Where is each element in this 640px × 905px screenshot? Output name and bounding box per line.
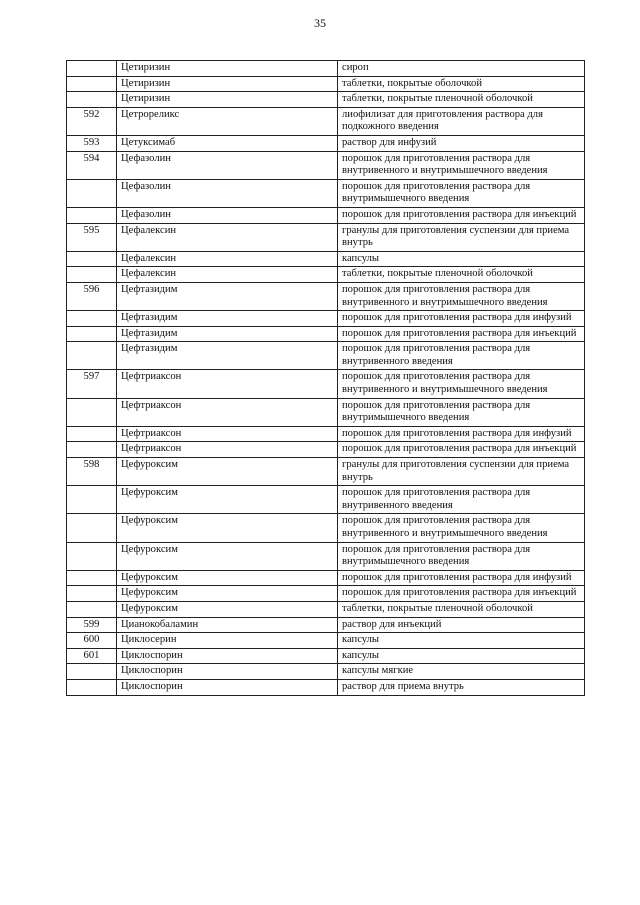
table-row (67, 282, 585, 310)
drug-name-cell: Цетиризин (117, 76, 338, 92)
dosage-form-cell: капсулы (338, 633, 585, 649)
drug-name-cell: Цефтазидим (117, 282, 338, 310)
row-number-cell (67, 679, 117, 695)
drug-name-cell: Цефазолин (117, 207, 338, 223)
table-row (67, 151, 585, 179)
table-row (67, 648, 585, 664)
drug-name-cell: Цефуроксим (117, 542, 338, 570)
dosage-form-cell: порошок для приготовления раствора для внутримышечного введения (338, 179, 585, 207)
drug-name-cell: Цефуроксим (117, 514, 338, 542)
table-row (67, 458, 585, 486)
row-number-cell (67, 267, 117, 283)
dosage-form-cell: порошок для приготовления раствора для инъекций (338, 207, 585, 223)
page-number: 35 (314, 16, 326, 30)
dosage-form-cell: раствор для инъекций (338, 617, 585, 633)
drug-name-cell: Цефуроксим (117, 586, 338, 602)
drug-table-body (67, 61, 585, 696)
table-row (67, 311, 585, 327)
table-row (67, 664, 585, 680)
table-row (67, 542, 585, 570)
dosage-form-cell: порошок для приготовления раствора для внутримышечного введения (338, 542, 585, 570)
table-row (67, 486, 585, 514)
dosage-form-cell: капсулы (338, 251, 585, 267)
dosage-form-cell: таблетки, покрытые пленочной оболочкой (338, 267, 585, 283)
drug-name-cell: Цианокобаламин (117, 617, 338, 633)
drug-name-cell: Цефуроксим (117, 458, 338, 486)
drug-name-cell: Циклосерин (117, 633, 338, 649)
dosage-form-cell: порошок для приготовления раствора для инфузий (338, 311, 585, 327)
drug-table (66, 60, 585, 696)
dosage-form-cell: раствор для приема внутрь (338, 679, 585, 695)
drug-name-cell: Цефалексин (117, 223, 338, 251)
row-number-cell (67, 514, 117, 542)
row-number-cell (67, 601, 117, 617)
dosage-form-cell: порошок для приготовления раствора для внутривенного введения (338, 486, 585, 514)
row-number-cell: 596 (67, 282, 117, 310)
drug-name-cell: Цефтриаксон (117, 426, 338, 442)
drug-name-cell: Цефуроксим (117, 570, 338, 586)
drug-name-cell: Цефуроксим (117, 486, 338, 514)
table-row (67, 76, 585, 92)
row-number-cell (67, 342, 117, 370)
row-number-cell: 592 (67, 107, 117, 135)
dosage-form-cell: капсулы (338, 648, 585, 664)
table-row (67, 223, 585, 251)
dosage-form-cell: порошок для приготовления раствора для внутривенного и внутримышечного введения (338, 151, 585, 179)
row-number-cell (67, 426, 117, 442)
table-row (67, 370, 585, 398)
dosage-form-cell: порошок для приготовления раствора для инъекций (338, 586, 585, 602)
row-number-cell (67, 207, 117, 223)
table-row (67, 61, 585, 77)
table-row (67, 586, 585, 602)
drug-name-cell: Цефазолин (117, 179, 338, 207)
dosage-form-cell: порошок для приготовления раствора для инфузий (338, 570, 585, 586)
row-number-cell (67, 486, 117, 514)
drug-name-cell: Цетиризин (117, 61, 338, 77)
table-row (67, 267, 585, 283)
table-row (67, 633, 585, 649)
dosage-form-cell: таблетки, покрытые пленочной оболочкой (338, 92, 585, 108)
row-number-cell (67, 442, 117, 458)
row-number-cell (67, 311, 117, 327)
table-row (67, 207, 585, 223)
table-row (67, 426, 585, 442)
drug-name-cell: Цефазолин (117, 151, 338, 179)
drug-name-cell: Циклоспорин (117, 664, 338, 680)
dosage-form-cell: капсулы мягкие (338, 664, 585, 680)
row-number-cell (67, 398, 117, 426)
table-row (67, 342, 585, 370)
drug-name-cell: Циклоспорин (117, 648, 338, 664)
drug-name-cell: Цефтазидим (117, 342, 338, 370)
drug-name-cell: Цефтриаксон (117, 442, 338, 458)
drug-name-cell: Циклоспорин (117, 679, 338, 695)
dosage-form-cell: порошок для приготовления раствора для внутривенного и внутримышечного введения (338, 282, 585, 310)
row-number-cell: 593 (67, 135, 117, 151)
dosage-form-cell: раствор для инфузий (338, 135, 585, 151)
drug-name-cell: Цетрореликс (117, 107, 338, 135)
row-number-cell (67, 570, 117, 586)
row-number-cell (67, 61, 117, 77)
row-number-cell: 594 (67, 151, 117, 179)
table-row (67, 601, 585, 617)
dosage-form-cell: порошок для приготовления раствора для внутривенного и внутримышечного введения (338, 370, 585, 398)
drug-name-cell: Цефалексин (117, 251, 338, 267)
row-number-cell (67, 326, 117, 342)
table-row (67, 617, 585, 633)
table-row (67, 179, 585, 207)
dosage-form-cell: таблетки, покрытые оболочкой (338, 76, 585, 92)
drug-name-cell: Цефтриаксон (117, 370, 338, 398)
drug-name-cell: Цефтазидим (117, 311, 338, 327)
table-row (67, 679, 585, 695)
dosage-form-cell: гранулы для приготовления суспензии для приема внутрь (338, 223, 585, 251)
row-number-cell (67, 76, 117, 92)
dosage-form-cell: порошок для приготовления раствора для внутривенного введения (338, 342, 585, 370)
dosage-form-cell: таблетки, покрытые пленочной оболочкой (338, 601, 585, 617)
drug-name-cell: Цефуроксим (117, 601, 338, 617)
dosage-form-cell: лиофилизат для приготовления раствора для подкожного введения (338, 107, 585, 135)
row-number-cell: 597 (67, 370, 117, 398)
table-row (67, 570, 585, 586)
dosage-form-cell: порошок для приготовления раствора для инфузий (338, 426, 585, 442)
row-number-cell (67, 664, 117, 680)
dosage-form-cell: порошок для приготовления раствора для внутривенного и внутримышечного введения (338, 514, 585, 542)
dosage-form-cell: порошок для приготовления раствора для внутримышечного введения (338, 398, 585, 426)
row-number-cell (67, 586, 117, 602)
row-number-cell: 595 (67, 223, 117, 251)
row-number-cell (67, 92, 117, 108)
table-row (67, 442, 585, 458)
table-row (67, 514, 585, 542)
dosage-form-cell: гранулы для приготовления суспензии для приема внутрь (338, 458, 585, 486)
row-number-cell: 600 (67, 633, 117, 649)
row-number-cell (67, 251, 117, 267)
drug-name-cell: Цефалексин (117, 267, 338, 283)
dosage-form-cell: сироп (338, 61, 585, 77)
row-number-cell (67, 542, 117, 570)
drug-name-cell: Цетиризин (117, 92, 338, 108)
table-row (67, 398, 585, 426)
drug-name-cell: Цефтазидим (117, 326, 338, 342)
row-number-cell: 598 (67, 458, 117, 486)
row-number-cell: 601 (67, 648, 117, 664)
dosage-form-cell: порошок для приготовления раствора для инъекций (338, 326, 585, 342)
table-row (67, 107, 585, 135)
table-row (67, 251, 585, 267)
drug-name-cell: Цетуксимаб (117, 135, 338, 151)
table-row (67, 135, 585, 151)
table-row (67, 326, 585, 342)
row-number-cell (67, 179, 117, 207)
row-number-cell: 599 (67, 617, 117, 633)
table-row (67, 92, 585, 108)
dosage-form-cell: порошок для приготовления раствора для инъекций (338, 442, 585, 458)
drug-name-cell: Цефтриаксон (117, 398, 338, 426)
